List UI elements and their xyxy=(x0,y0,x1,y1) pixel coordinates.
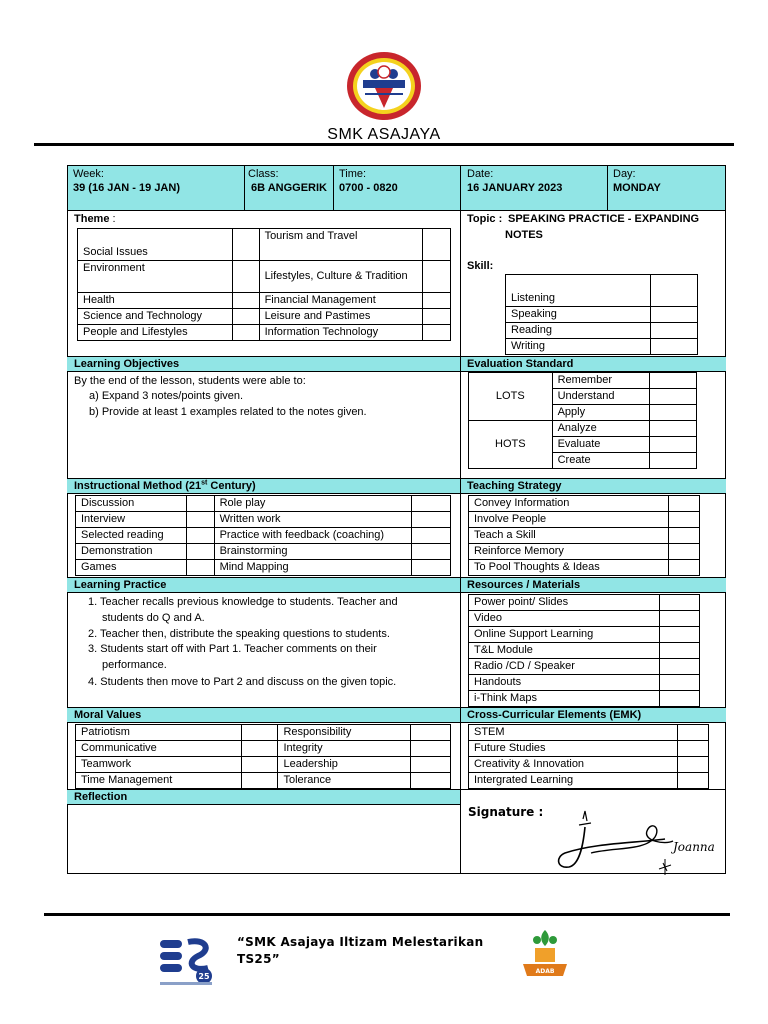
evaluation-item: Analyze xyxy=(552,421,650,437)
evaluation-checkbox[interactable] xyxy=(650,421,697,437)
signature-image xyxy=(555,807,725,877)
footer-divider xyxy=(44,913,730,916)
moral-checkbox[interactable] xyxy=(241,725,278,741)
moral-checkbox[interactable] xyxy=(241,741,278,757)
resource-checkbox[interactable] xyxy=(660,659,700,675)
evaluation-checkbox[interactable] xyxy=(650,453,697,469)
moral-item: Leadership xyxy=(278,757,411,773)
school-name: SMK ASAJAYA xyxy=(327,126,441,143)
moral-values-table xyxy=(75,724,451,789)
theme-label: Theme : xyxy=(74,213,116,225)
resource-checkbox[interactable] xyxy=(660,675,700,691)
method-checkbox[interactable] xyxy=(412,560,451,576)
theme-item: Science and Technology xyxy=(78,309,233,325)
theme-checkbox[interactable] xyxy=(232,229,259,261)
method-item: Discussion xyxy=(76,496,187,512)
signature-label: Signature : xyxy=(468,805,544,819)
teaching-strategy-title: Teaching Strategy xyxy=(467,480,562,492)
strategy-item: Teach a Skill xyxy=(469,528,669,544)
moral-item: Time Management xyxy=(76,773,242,789)
objective-item: a) Expand 3 notes/points given. xyxy=(89,390,244,402)
method-item: Practice with feedback (coaching) xyxy=(214,528,412,544)
method-checkbox[interactable] xyxy=(186,496,214,512)
method-checkbox[interactable] xyxy=(412,496,451,512)
skill-item: Reading xyxy=(506,323,651,339)
emk-item: Intergrated Learning xyxy=(469,773,678,789)
theme-checkbox[interactable] xyxy=(423,325,451,341)
method-item: Mind Mapping xyxy=(214,560,412,576)
theme-checkbox[interactable] xyxy=(423,293,451,309)
moral-item: Communicative xyxy=(76,741,242,757)
emk-checkbox[interactable] xyxy=(678,741,709,757)
strategy-item: To Pool Thoughts & Ideas xyxy=(469,560,669,576)
moral-checkbox[interactable] xyxy=(241,757,278,773)
method-checkbox[interactable] xyxy=(186,544,214,560)
skill-label: Skill: xyxy=(467,260,494,272)
practice-line: performance. xyxy=(102,659,167,671)
resource-checkbox[interactable] xyxy=(660,611,700,627)
header-divider xyxy=(34,143,734,146)
objectives-intro: By the end of the lesson, students were able to: xyxy=(74,375,306,387)
date-value: 16 JANUARY 2023 xyxy=(467,182,563,194)
theme-item: Financial Management xyxy=(259,293,423,309)
evaluation-item: Understand xyxy=(552,389,650,405)
hots-label: HOTS xyxy=(469,421,553,469)
skill-item: Listening xyxy=(506,275,651,307)
adab-logo xyxy=(519,926,571,978)
method-checkbox[interactable] xyxy=(412,512,451,528)
theme-checkbox[interactable] xyxy=(423,261,451,293)
theme-item: People and Lifestyles xyxy=(78,325,233,341)
skill-checkbox[interactable] xyxy=(651,307,698,323)
emk-item: Creativity & Innovation xyxy=(469,757,678,773)
resource-item: Power point/ Slides xyxy=(469,595,660,611)
resource-item: T&L Module xyxy=(469,643,660,659)
strategy-checkbox[interactable] xyxy=(669,544,700,560)
method-item: Games xyxy=(76,560,187,576)
theme-checkbox[interactable] xyxy=(232,325,259,341)
strategy-checkbox[interactable] xyxy=(669,560,700,576)
strategy-item: Involve People xyxy=(469,512,669,528)
moral-checkbox[interactable] xyxy=(411,741,451,757)
center-divider xyxy=(460,211,461,874)
method-item: Brainstorming xyxy=(214,544,412,560)
method-checkbox[interactable] xyxy=(186,512,214,528)
evaluation-standard-title: Evaluation Standard xyxy=(467,358,574,370)
method-item: Demonstration xyxy=(76,544,187,560)
time-label: Time: xyxy=(339,168,367,180)
strategy-checkbox[interactable] xyxy=(669,512,700,528)
moral-checkbox[interactable] xyxy=(411,725,451,741)
moral-values-title: Moral Values xyxy=(74,709,142,721)
moral-checkbox[interactable] xyxy=(411,773,451,789)
instructional-table xyxy=(75,495,451,576)
skill-item: Speaking xyxy=(506,307,651,323)
learning-objectives-title: Learning Objectives xyxy=(74,358,180,370)
method-item: Role play xyxy=(214,496,412,512)
practice-line: students do Q and A. xyxy=(102,612,205,624)
method-checkbox[interactable] xyxy=(412,544,451,560)
emk-table xyxy=(468,724,709,789)
evaluation-item: Create xyxy=(552,453,650,469)
theme-checkbox[interactable] xyxy=(232,309,259,325)
class-value: 6B ANGGERIK xyxy=(251,182,327,194)
day-label: Day: xyxy=(613,168,636,180)
method-item: Selected reading xyxy=(76,528,187,544)
emk-checkbox[interactable] xyxy=(678,773,709,789)
week-value: 39 (16 JAN - 19 JAN) xyxy=(73,182,180,194)
ts25-logo xyxy=(158,936,214,988)
strategy-item: Reinforce Memory xyxy=(469,544,669,560)
resource-item: i-Think Maps xyxy=(469,691,660,707)
objective-item: b) Provide at least 1 examples related to the notes given. xyxy=(89,406,367,418)
learning-practice-title: Learning Practice xyxy=(74,579,167,591)
emk-checkbox[interactable] xyxy=(678,725,709,741)
time-value: 0700 - 0820 xyxy=(339,182,398,194)
resources-title: Resources / Materials xyxy=(467,579,581,591)
strategy-checkbox[interactable] xyxy=(669,496,700,512)
resource-item: Online Support Learning xyxy=(469,627,660,643)
resource-checkbox[interactable] xyxy=(660,595,700,611)
topic-label: Topic : xyxy=(467,213,503,225)
emk-item: STEM xyxy=(469,725,678,741)
evaluation-table xyxy=(468,372,697,469)
practice-line: 4. Students then move to Part 2 and discuss on the given topic. xyxy=(88,676,397,688)
evaluation-checkbox[interactable] xyxy=(650,373,697,389)
emk-checkbox[interactable] xyxy=(678,757,709,773)
practice-line: 1. Teacher recalls previous knowledge to students. Teacher and xyxy=(88,596,398,608)
topic-value-line2: NOTES xyxy=(505,229,543,241)
method-item: Written work xyxy=(214,512,412,528)
theme-item: Health xyxy=(78,293,233,309)
svg-text:Joanna: Joanna xyxy=(673,840,715,854)
theme-item: Tourism and Travel xyxy=(259,229,423,261)
skill-checkbox[interactable] xyxy=(651,275,698,307)
strategy-item: Convey Information xyxy=(469,496,669,512)
svg-text:ADAB: ADAB xyxy=(535,968,555,975)
moral-checkbox[interactable] xyxy=(411,757,451,773)
method-checkbox[interactable] xyxy=(186,528,214,544)
day-value: MONDAY xyxy=(613,182,661,194)
theme-checkbox[interactable] xyxy=(232,261,259,293)
moral-item: Responsibility xyxy=(278,725,411,741)
theme-item: Environment xyxy=(78,261,233,293)
practice-line: 3. Students start off with Part 1. Teacher comments on their xyxy=(88,643,377,655)
theme-checkbox[interactable] xyxy=(232,293,259,309)
evaluation-item: Evaluate xyxy=(552,437,650,453)
school-crest-logo xyxy=(345,50,423,122)
theme-checkbox[interactable] xyxy=(423,309,451,325)
evaluation-item: Apply xyxy=(552,405,650,421)
resource-item: Video xyxy=(469,611,660,627)
topic-value-line1: SPEAKING PRACTICE - EXPANDING xyxy=(508,213,700,225)
practice-line: 2. Teacher then, distribute the speaking questions to students. xyxy=(88,628,390,640)
svg-text:25: 25 xyxy=(198,972,210,981)
theme-table xyxy=(77,228,451,341)
resource-checkbox[interactable] xyxy=(660,691,700,707)
moral-item: Integrity xyxy=(278,741,411,757)
evaluation-checkbox[interactable] xyxy=(650,405,697,421)
school-motto: “SMK Asajaya Iltizam Melestarikan TS25” xyxy=(237,935,484,966)
class-label: Class: xyxy=(248,168,279,180)
moral-item: Patriotism xyxy=(76,725,242,741)
theme-item: Information Technology xyxy=(259,325,423,341)
moral-checkbox[interactable] xyxy=(241,773,278,789)
skill-checkbox[interactable] xyxy=(651,323,698,339)
resource-item: Handouts xyxy=(469,675,660,691)
reflection-title: Reflection xyxy=(74,791,128,803)
date-label: Date: xyxy=(467,168,494,180)
strategy-checkbox[interactable] xyxy=(669,528,700,544)
method-checkbox[interactable] xyxy=(186,560,214,576)
teaching-strategy-table xyxy=(468,495,700,576)
emk-title: Cross-Curricular Elements (EMK) xyxy=(467,709,642,721)
skill-table xyxy=(505,274,698,355)
skill-item: Writing xyxy=(506,339,651,355)
theme-item: Leisure and Pastimes xyxy=(259,309,423,325)
method-checkbox[interactable] xyxy=(412,528,451,544)
skill-checkbox[interactable] xyxy=(651,339,698,355)
resource-checkbox[interactable] xyxy=(660,627,700,643)
evaluation-item: Remember xyxy=(552,373,650,389)
method-item: Interview xyxy=(76,512,187,528)
resources-table xyxy=(468,594,700,707)
theme-item: Lifestyles, Culture & Tradition xyxy=(259,261,423,293)
moral-item: Tolerance xyxy=(278,773,411,789)
week-label: Week: xyxy=(73,168,104,180)
moral-item: Teamwork xyxy=(76,757,242,773)
evaluation-checkbox[interactable] xyxy=(650,437,697,453)
evaluation-checkbox[interactable] xyxy=(650,389,697,405)
resource-checkbox[interactable] xyxy=(660,643,700,659)
instructional-method-title: Instructional Method (21st Century) xyxy=(74,479,256,492)
resource-item: Radio /CD / Speaker xyxy=(469,659,660,675)
theme-checkbox[interactable] xyxy=(423,229,451,261)
lots-label: LOTS xyxy=(469,373,553,421)
emk-item: Future Studies xyxy=(469,741,678,757)
theme-item: Social Issues xyxy=(78,229,233,261)
